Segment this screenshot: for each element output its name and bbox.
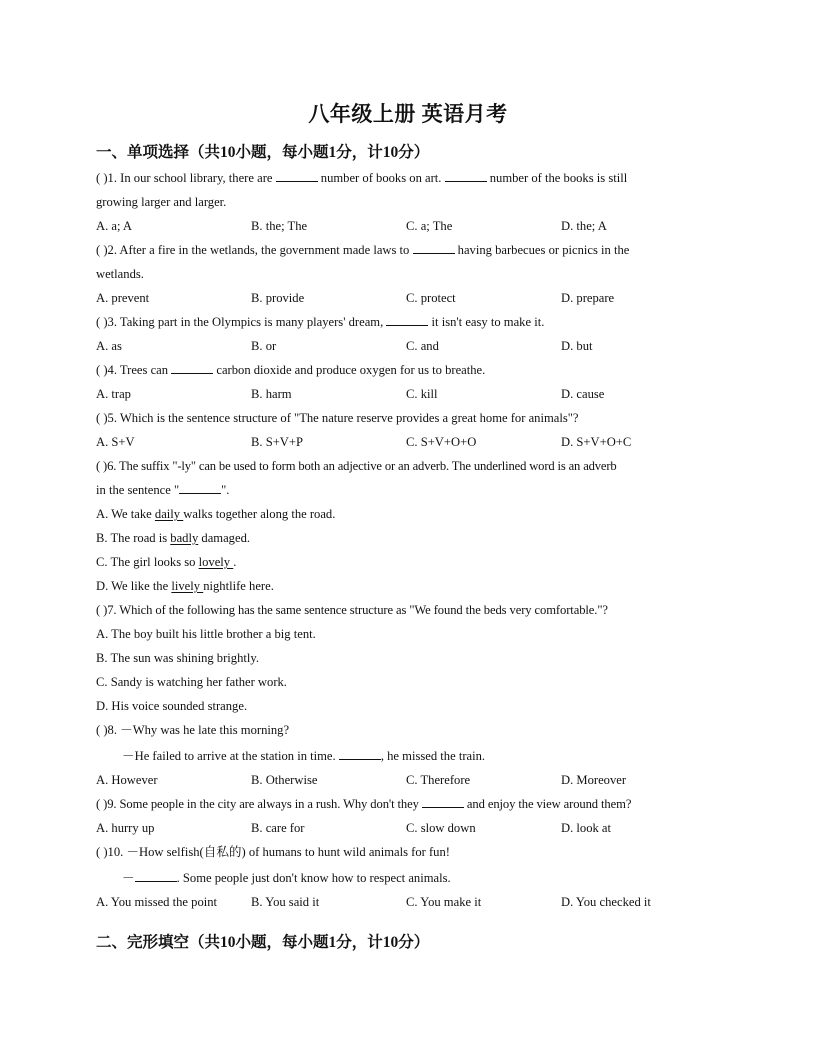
option-a: A. The boy built his little brother a big tent.	[96, 627, 316, 641]
option-c: C. kill	[406, 387, 438, 401]
question-7-stem: ( )7. Which of the following has the same sentence structure as "We found the beds very comfortable."?	[96, 603, 608, 617]
question-2-options	[96, 286, 716, 310]
option-b: B. The road is badly damaged.	[96, 531, 251, 545]
question-6-stem-cont: in the sentence " ".	[96, 478, 716, 502]
option-d: D. You checked it	[561, 895, 651, 909]
question-1-stem: ( )1. In our school library, there are number of books on art. number of the books is still	[96, 166, 716, 190]
option-d: D. S+V+O+C	[561, 435, 632, 449]
option-c: C. protect	[406, 291, 456, 305]
option-c: C. S+V+O+O	[406, 435, 477, 449]
option-a: A. You missed the point	[96, 895, 218, 909]
option-d: D. look at	[561, 821, 612, 835]
question-4-stem: ( )4. Trees can carbon dioxide and produce oxygen for us to breathe.	[96, 358, 716, 382]
option-a: A. hurry up	[96, 821, 155, 835]
page-title: 八年级上册 英语月考	[308, 102, 508, 126]
question-9-stem: ( )9. Some people in the city are always in a rush. Why don't they and enjoy the view around them?	[96, 792, 716, 816]
answer-blank	[445, 168, 487, 182]
option-d: D. Moreover	[561, 773, 627, 787]
option-b: B. The sun was shining brightly.	[96, 651, 260, 665]
underlined-word: badly	[170, 531, 199, 545]
answer-blank	[422, 794, 464, 808]
option-d: D. but	[561, 339, 593, 353]
option-b: B. You said it	[251, 895, 320, 909]
option-c: C. You make it	[406, 895, 482, 909]
option-d: D. His voice sounded strange.	[96, 699, 248, 713]
option-c: C. The girl looks so lovely .	[96, 555, 237, 569]
question-1-stem-cont: growing larger and larger.	[96, 195, 227, 209]
question-8-stem: ( )8. －Why was he late this morning?	[96, 723, 290, 737]
underlined-word: lovely	[198, 555, 234, 569]
question-10-stem: ( )10. －How selfish(自私的) of humans to hunt wild animals for fun!	[96, 845, 450, 859]
option-b: B. or	[251, 339, 277, 353]
option-a: A. as	[96, 339, 122, 353]
question-8-options	[96, 768, 716, 792]
question-6-stem: ( )6. The suffix "-ly" can be used to form both an adjective or an adverb. The underlined word is an adverb	[96, 459, 617, 473]
question-4-options	[96, 382, 716, 406]
section-heading-1: 一、单项选择（共10小题，每小题1分，计10分）	[96, 144, 430, 161]
option-b: B. S+V+P	[251, 435, 304, 449]
option-a: A. We take daily walks together along the road.	[96, 507, 336, 521]
option-c: C. Therefore	[406, 773, 471, 787]
question-2-stem-cont: wetlands.	[96, 267, 144, 281]
option-d: D. prepare	[561, 291, 615, 305]
option-b: B. the; The	[251, 219, 308, 233]
question-5-options	[96, 430, 716, 454]
answer-blank	[386, 312, 428, 326]
answer-blank	[413, 240, 455, 254]
answer-blank	[179, 480, 221, 494]
option-b: B. Otherwise	[251, 773, 318, 787]
question-10-options	[96, 890, 716, 914]
option-d: D. We like the lively nightlife here.	[96, 579, 274, 593]
option-c: C. Sandy is watching her father work.	[96, 675, 287, 689]
question-9-options	[96, 816, 716, 840]
option-c: C. a; The	[406, 219, 453, 233]
question-2-stem: ( )2. After a fire in the wetlands, the government made laws to having barbecues or picnics in the	[96, 238, 716, 262]
question-5-stem: ( )5. Which is the sentence structure of "The nature reserve provides a great home for animals"?	[96, 411, 579, 425]
answer-blank	[171, 360, 213, 374]
answer-blank	[339, 746, 381, 760]
underlined-word: lively	[171, 579, 204, 593]
section-heading-2: 二、完形填空（共10小题，每小题1分，计10分）	[96, 934, 430, 951]
question-list	[96, 166, 716, 914]
option-a: A. prevent	[96, 291, 150, 305]
option-b: B. care for	[251, 821, 305, 835]
option-a: A. trap	[96, 387, 131, 401]
question-10-reply: － . Some people just don't know how to respect animals.	[96, 864, 716, 890]
option-b: B. provide	[251, 291, 305, 305]
option-c: C. slow down	[406, 821, 476, 835]
question-3-options	[96, 334, 716, 358]
underlined-word: daily	[154, 507, 184, 521]
option-a: A. a; A	[96, 219, 133, 233]
option-b: B. harm	[251, 387, 292, 401]
question-8-reply: －He failed to arrive at the station in time. , he missed the train.	[96, 742, 716, 768]
answer-blank	[135, 868, 177, 882]
option-d: D. the; A	[561, 219, 607, 233]
question-1-options	[96, 214, 716, 238]
option-a: A. S+V	[96, 435, 135, 449]
option-d: D. cause	[561, 387, 605, 401]
question-3-stem: ( )3. Taking part in the Olympics is many players' dream, it isn't easy to make it.	[96, 310, 716, 334]
option-a: A. However	[96, 773, 158, 787]
option-c: C. and	[406, 339, 439, 353]
answer-blank	[276, 168, 318, 182]
